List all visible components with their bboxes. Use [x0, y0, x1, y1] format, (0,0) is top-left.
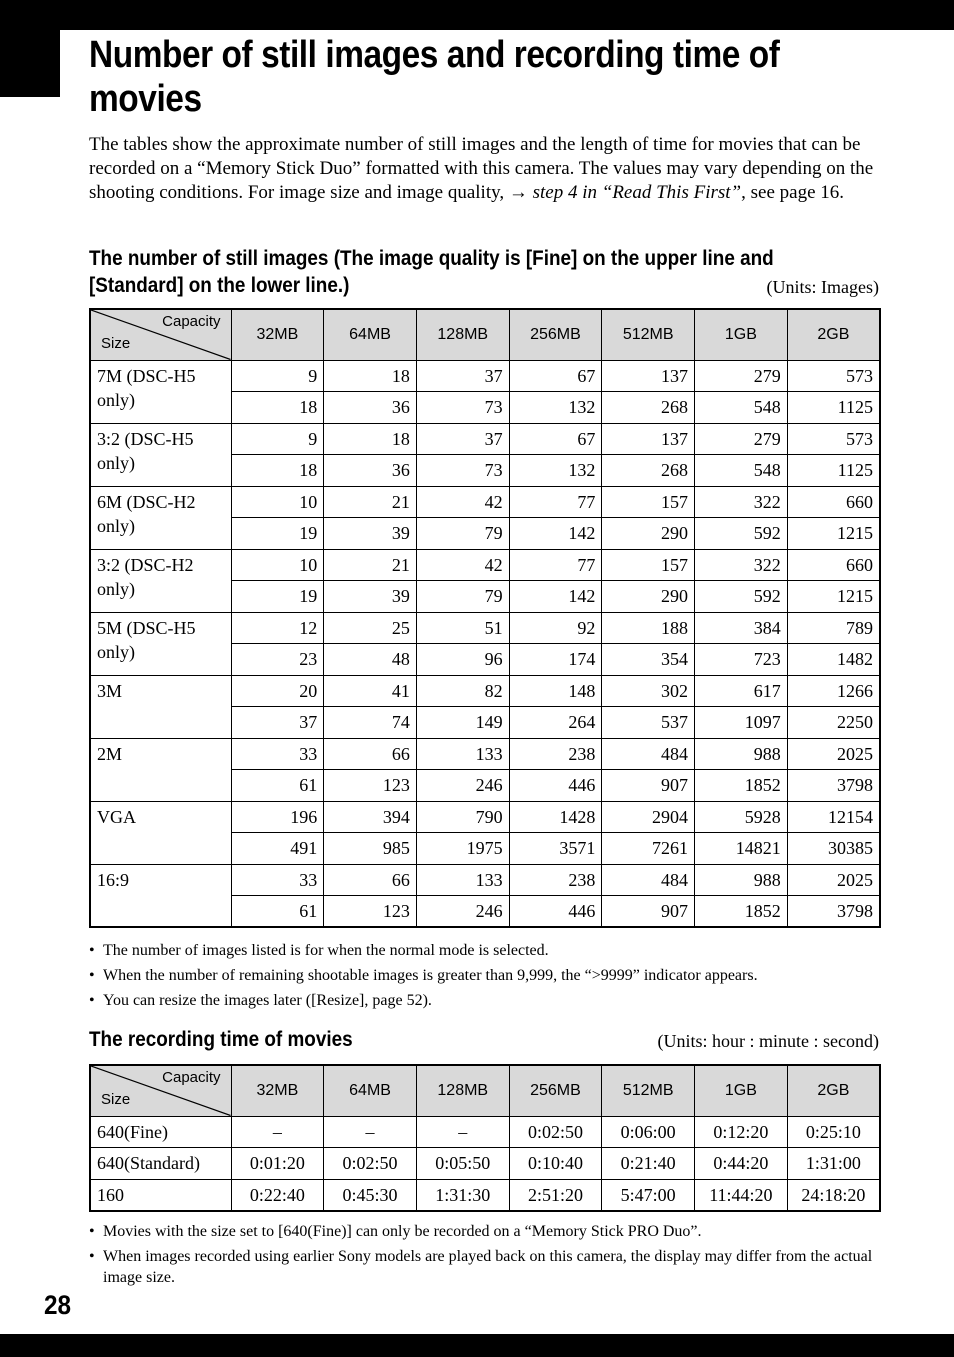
fine-value-cell: 484: [602, 864, 695, 896]
capacity-header: 64MB: [324, 1065, 417, 1116]
standard-value-cell: 132: [509, 392, 602, 424]
capacity-header: 128MB: [416, 1065, 509, 1116]
standard-value-cell: 1852: [695, 896, 788, 928]
table-row-fine: [90, 801, 880, 833]
standard-value-cell: 1482: [787, 644, 880, 676]
fine-value-cell: 5928: [695, 801, 788, 833]
standard-value-cell: 592: [695, 581, 788, 613]
standard-value-cell: 1975: [416, 833, 509, 865]
standard-value-cell: 18: [231, 455, 324, 487]
standard-value-cell: 39: [324, 581, 417, 613]
fine-value-cell: 21: [324, 549, 417, 581]
fine-value-cell: 238: [509, 864, 602, 896]
fine-value-cell: 279: [695, 360, 788, 392]
fine-value-cell: 92: [509, 612, 602, 644]
fine-value-cell: 37: [416, 360, 509, 392]
movie-table-corner-cell: [90, 1065, 231, 1116]
fine-value-cell: 157: [602, 549, 695, 581]
fine-value-cell: 789: [787, 612, 880, 644]
fine-value-cell: 33: [231, 738, 324, 770]
table-row-fine: [90, 738, 880, 770]
standard-value-cell: 123: [324, 770, 417, 802]
chapter-tab-marker: [0, 0, 60, 97]
note-item: • You can resize the images later ([Resize], page 52).: [89, 990, 879, 1011]
table-row-fine: [90, 612, 880, 644]
standard-value-cell: 19: [231, 518, 324, 550]
fine-value-cell: 573: [787, 360, 880, 392]
fine-value-cell: 42: [416, 549, 509, 581]
standard-value-cell: 246: [416, 896, 509, 928]
fine-value-cell: 157: [602, 486, 695, 518]
table-row-fine: [90, 486, 880, 518]
standard-value-cell: 61: [231, 770, 324, 802]
standard-value-cell: 48: [324, 644, 417, 676]
time-value-cell: 0:06:00: [602, 1116, 695, 1148]
standard-value-cell: 246: [416, 770, 509, 802]
standard-value-cell: 174: [509, 644, 602, 676]
fine-value-cell: 77: [509, 549, 602, 581]
capacity-header: 64MB: [324, 309, 417, 360]
time-value-cell: 0:12:20: [695, 1116, 788, 1148]
time-value-cell: 0:21:40: [602, 1148, 695, 1180]
time-value-cell: 0:25:10: [787, 1116, 880, 1148]
standard-value-cell: 1215: [787, 518, 880, 550]
standard-value-cell: 1215: [787, 581, 880, 613]
standard-value-cell: 36: [324, 392, 417, 424]
fine-value-cell: 1266: [787, 675, 880, 707]
corner-capacity-label: Capacity: [162, 313, 221, 330]
size-cell: 3M: [90, 675, 231, 738]
fine-value-cell: 66: [324, 864, 417, 896]
fine-value-cell: 12154: [787, 801, 880, 833]
intro-text: The tables show the approximate number of still images and the length of time for movies that can be recorded on a “Memory Stick Duo” formatted with this camera. The values may vary depending on the shooting conditions. For image size and image quality,: [89, 134, 874, 203]
capacity-header: 512MB: [602, 1065, 695, 1116]
time-value-cell: 0:05:50: [416, 1148, 509, 1180]
standard-value-cell: 268: [602, 392, 695, 424]
fine-value-cell: 394: [324, 801, 417, 833]
time-value-cell: 2:51:20: [509, 1179, 602, 1211]
standard-value-cell: 149: [416, 707, 509, 739]
time-value-cell: 0:45:30: [324, 1179, 417, 1211]
standard-value-cell: 61: [231, 896, 324, 928]
size-cell: 16:9: [90, 864, 231, 927]
standard-value-cell: 446: [509, 770, 602, 802]
capacity-header: 1GB: [695, 1065, 788, 1116]
standard-value-cell: 548: [695, 392, 788, 424]
bottom-black-bar: [0, 1334, 954, 1357]
fine-value-cell: 10: [231, 486, 324, 518]
table-row: [90, 1116, 880, 1148]
fine-value-cell: 2025: [787, 738, 880, 770]
time-value-cell: –: [324, 1116, 417, 1148]
fine-value-cell: 42: [416, 486, 509, 518]
fine-value-cell: 77: [509, 486, 602, 518]
movie-table-body: [90, 1116, 880, 1211]
fine-value-cell: 2025: [787, 864, 880, 896]
movie-notes: [89, 1221, 879, 1292]
fine-value-cell: 196: [231, 801, 324, 833]
fine-value-cell: 33: [231, 864, 324, 896]
standard-value-cell: 290: [602, 581, 695, 613]
capacity-header: 32MB: [231, 309, 324, 360]
intro-tail: , see page 16.: [741, 182, 845, 203]
fine-value-cell: 25: [324, 612, 417, 644]
fine-value-cell: 1428: [509, 801, 602, 833]
fine-value-cell: 617: [695, 675, 788, 707]
standard-value-cell: 142: [509, 581, 602, 613]
time-value-cell: 0:10:40: [509, 1148, 602, 1180]
time-value-cell: 0:01:20: [231, 1148, 324, 1180]
standard-value-cell: 907: [602, 896, 695, 928]
standard-value-cell: 354: [602, 644, 695, 676]
fine-value-cell: 12: [231, 612, 324, 644]
movie-section-title: The recording time of movies: [89, 1028, 353, 1051]
size-cell: 7M (DSC-H5 only): [90, 360, 231, 423]
fine-value-cell: 148: [509, 675, 602, 707]
standard-value-cell: 548: [695, 455, 788, 487]
fine-value-cell: 37: [416, 423, 509, 455]
standard-value-cell: 1852: [695, 770, 788, 802]
standard-value-cell: 3571: [509, 833, 602, 865]
standard-value-cell: 73: [416, 392, 509, 424]
corner-capacity-label: Capacity: [162, 1069, 221, 1086]
time-value-cell: 11:44:20: [695, 1179, 788, 1211]
standard-value-cell: 491: [231, 833, 324, 865]
standard-value-cell: 79: [416, 518, 509, 550]
time-value-cell: –: [231, 1116, 324, 1148]
size-cell: 3:2 (DSC-H2 only): [90, 549, 231, 612]
table-row-fine: [90, 360, 880, 392]
fine-value-cell: 302: [602, 675, 695, 707]
fine-value-cell: 51: [416, 612, 509, 644]
size-cell: VGA: [90, 801, 231, 864]
fine-value-cell: 660: [787, 549, 880, 581]
size-cell: 640(Standard): [90, 1148, 231, 1180]
fine-value-cell: 988: [695, 864, 788, 896]
standard-value-cell: 3798: [787, 770, 880, 802]
time-value-cell: 5:47:00: [602, 1179, 695, 1211]
top-black-bar: [0, 0, 954, 30]
note-item: • The number of images listed is for when the normal mode is selected.: [89, 940, 879, 961]
standard-value-cell: 123: [324, 896, 417, 928]
standard-value-cell: 7261: [602, 833, 695, 865]
standard-value-cell: 39: [324, 518, 417, 550]
size-cell: 3:2 (DSC-H5 only): [90, 423, 231, 486]
standard-value-cell: 537: [602, 707, 695, 739]
standard-value-cell: 1097: [695, 707, 788, 739]
fine-value-cell: 10: [231, 549, 324, 581]
fine-value-cell: 988: [695, 738, 788, 770]
still-images-units: (Units: Images): [766, 277, 879, 297]
fine-value-cell: 660: [787, 486, 880, 518]
still-table-body: [90, 360, 880, 927]
standard-value-cell: 290: [602, 518, 695, 550]
fine-value-cell: 790: [416, 801, 509, 833]
fine-value-cell: 322: [695, 486, 788, 518]
table-row-fine: [90, 675, 880, 707]
fine-value-cell: 18: [324, 423, 417, 455]
standard-value-cell: 30385: [787, 833, 880, 865]
capacity-header: 1GB: [695, 309, 788, 360]
fine-value-cell: 133: [416, 738, 509, 770]
time-value-cell: 1:31:00: [787, 1148, 880, 1180]
size-cell: 640(Fine): [90, 1116, 231, 1148]
fine-value-cell: 133: [416, 864, 509, 896]
standard-value-cell: 74: [324, 707, 417, 739]
corner-size-label: Size: [101, 334, 131, 352]
note-item: • When the number of remaining shootable images is greater than 9,999, the “>9999” indicator appears.: [89, 965, 879, 986]
still-table-corner-cell: [90, 309, 231, 360]
table-row: [90, 1148, 880, 1180]
capacity-header: 512MB: [602, 309, 695, 360]
standard-value-cell: 985: [324, 833, 417, 865]
fine-value-cell: 188: [602, 612, 695, 644]
page-number: 28: [44, 1290, 72, 1320]
table-row-fine: [90, 549, 880, 581]
time-value-cell: 0:02:50: [324, 1148, 417, 1180]
still-table-header-row: [90, 309, 880, 360]
time-value-cell: 1:31:30: [416, 1179, 509, 1211]
intro-paragraph: [89, 133, 879, 205]
standard-value-cell: 37: [231, 707, 324, 739]
size-cell: 2M: [90, 738, 231, 801]
standard-value-cell: 142: [509, 518, 602, 550]
fine-value-cell: 67: [509, 423, 602, 455]
standard-value-cell: 79: [416, 581, 509, 613]
fine-value-cell: 137: [602, 360, 695, 392]
fine-value-cell: 279: [695, 423, 788, 455]
intro-reference: step 4 in “Read This First”: [527, 182, 742, 203]
table-row-fine: [90, 423, 880, 455]
fine-value-cell: 20: [231, 675, 324, 707]
fine-value-cell: 2904: [602, 801, 695, 833]
standard-value-cell: 132: [509, 455, 602, 487]
standard-value-cell: 723: [695, 644, 788, 676]
capacity-header: 256MB: [509, 1065, 602, 1116]
fine-value-cell: 238: [509, 738, 602, 770]
arrow-icon: →: [508, 182, 528, 203]
page-title: Number of still images and recording time of movies: [89, 34, 780, 120]
standard-value-cell: 1125: [787, 392, 880, 424]
standard-value-cell: 18: [231, 392, 324, 424]
standard-value-cell: 907: [602, 770, 695, 802]
note-item: • When images recorded using earlier Sony models are played back on this camera, the display may differ from the actual image size.: [89, 1246, 879, 1288]
still-images-table: [89, 308, 881, 928]
capacity-header: 128MB: [416, 309, 509, 360]
time-value-cell: 24:18:20: [787, 1179, 880, 1211]
time-value-cell: –: [416, 1116, 509, 1148]
fine-value-cell: 484: [602, 738, 695, 770]
fine-value-cell: 41: [324, 675, 417, 707]
fine-value-cell: 66: [324, 738, 417, 770]
size-cell: 160: [90, 1179, 231, 1211]
fine-value-cell: 21: [324, 486, 417, 518]
still-images-section-title: The number of still images (The image quality is [Fine] on the upper line and [Standard] on the lower line.): [89, 247, 774, 297]
time-value-cell: 0:22:40: [231, 1179, 324, 1211]
time-value-cell: 0:44:20: [695, 1148, 788, 1180]
standard-value-cell: 2250: [787, 707, 880, 739]
standard-value-cell: 73: [416, 455, 509, 487]
standard-value-cell: 14821: [695, 833, 788, 865]
corner-size-label: Size: [101, 1090, 131, 1108]
time-value-cell: 0:02:50: [509, 1116, 602, 1148]
movie-table-header-row: [90, 1065, 880, 1116]
standard-value-cell: 19: [231, 581, 324, 613]
standard-value-cell: 3798: [787, 896, 880, 928]
standard-value-cell: 1125: [787, 455, 880, 487]
table-row-fine: [90, 864, 880, 896]
fine-value-cell: 384: [695, 612, 788, 644]
capacity-header: 2GB: [787, 1065, 880, 1116]
fine-value-cell: 573: [787, 423, 880, 455]
fine-value-cell: 82: [416, 675, 509, 707]
capacity-header: 256MB: [509, 309, 602, 360]
fine-value-cell: 67: [509, 360, 602, 392]
fine-value-cell: 9: [231, 360, 324, 392]
still-images-notes: [89, 940, 879, 1015]
standard-value-cell: 592: [695, 518, 788, 550]
movie-recording-table: [89, 1064, 881, 1212]
capacity-header: 2GB: [787, 309, 880, 360]
size-cell: 6M (DSC-H2 only): [90, 486, 231, 549]
standard-value-cell: 446: [509, 896, 602, 928]
fine-value-cell: 137: [602, 423, 695, 455]
standard-value-cell: 268: [602, 455, 695, 487]
size-cell: 5M (DSC-H5 only): [90, 612, 231, 675]
note-item: • Movies with the size set to [640(Fine)] can only be recorded on a “Memory Stick PRO Duo”.: [89, 1221, 879, 1242]
standard-value-cell: 36: [324, 455, 417, 487]
fine-value-cell: 322: [695, 549, 788, 581]
fine-value-cell: 18: [324, 360, 417, 392]
movie-units: (Units: hour : minute : second): [657, 1031, 879, 1051]
standard-value-cell: 96: [416, 644, 509, 676]
fine-value-cell: 9: [231, 423, 324, 455]
standard-value-cell: 23: [231, 644, 324, 676]
table-row: [90, 1179, 880, 1211]
capacity-header: 32MB: [231, 1065, 324, 1116]
standard-value-cell: 264: [509, 707, 602, 739]
